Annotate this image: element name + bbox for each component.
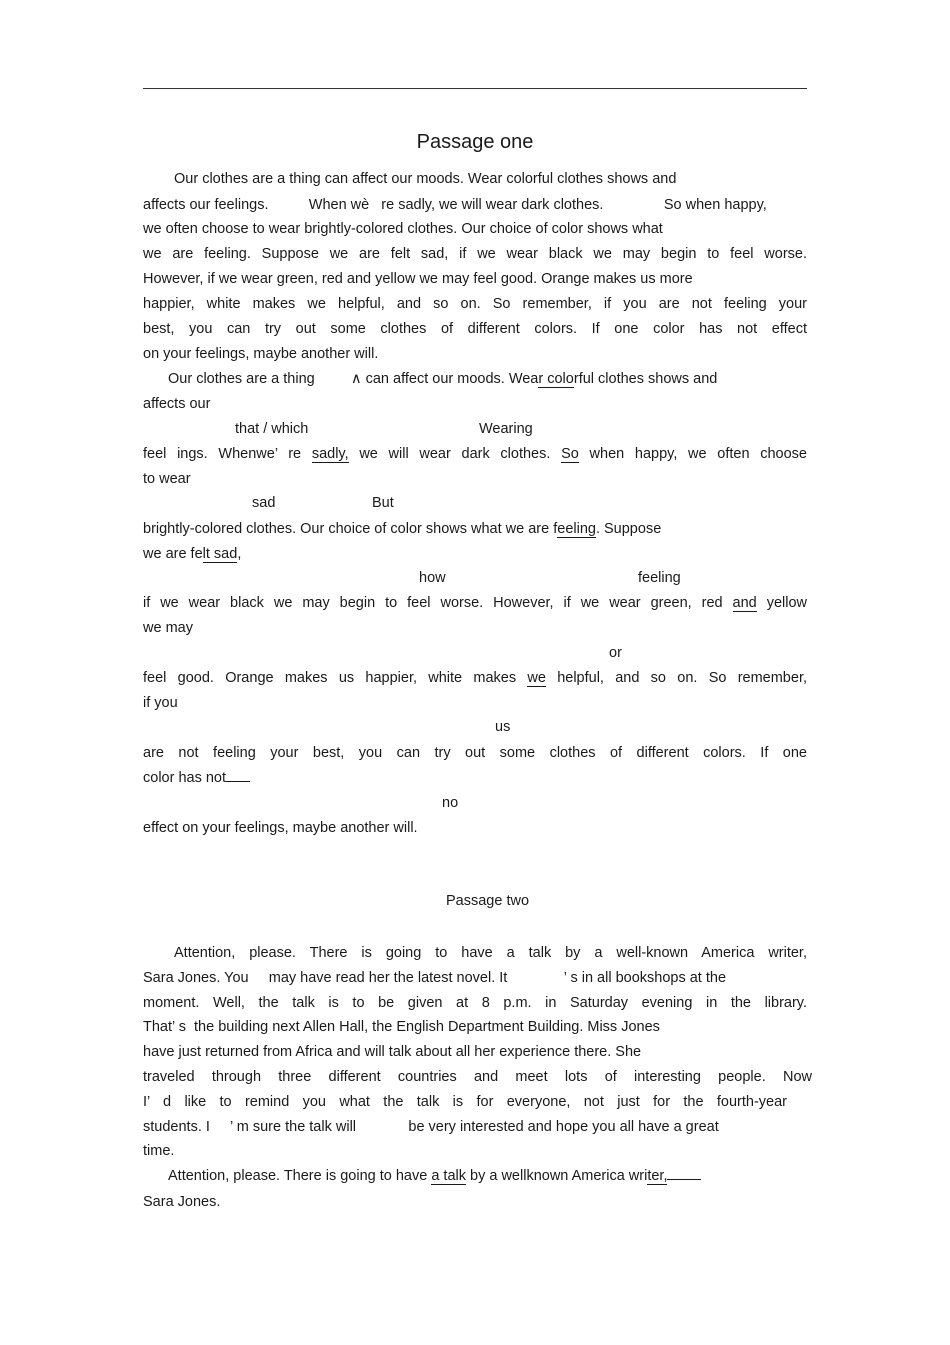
text: Attention, please. There is going to have [168, 1168, 432, 1184]
p2-line-3: moment. Well, the talk is to be given at 8 p.m. in Saturday evening in the library. [143, 995, 807, 1011]
p1-corrected-line-5 [143, 520, 807, 538]
correction-note: Wearing [479, 421, 533, 437]
underlined-text: eeling [557, 521, 596, 537]
text: . Suppose [595, 521, 662, 537]
correction-note: how [419, 570, 446, 586]
underlined-text: we [527, 670, 546, 686]
p1-corrected-line-1 [143, 370, 807, 388]
text: helpful, and so on. So remember, [545, 670, 807, 686]
text: color has not [143, 770, 227, 786]
correction-note: us [495, 719, 511, 735]
text: we will wear dark clothes. [348, 446, 562, 462]
p1-corrected-line-2: affects our [143, 396, 211, 412]
correction-note: that / which [235, 421, 309, 437]
insertion-caret: ∧ [350, 371, 362, 387]
p1-corrected-line-6 [143, 545, 807, 563]
p1-corrected-line-13: effect on your feelings, maybe another will. [143, 820, 418, 836]
p1-line-8: on your feelings, maybe another will. [143, 346, 379, 362]
underlined-text: So [561, 446, 579, 462]
answer-blank [226, 769, 250, 782]
text: we [256, 446, 275, 462]
p1-corrected-line-10: if you [143, 695, 178, 711]
p1-line-2: affects our feelings. When wè re sadly, we will wear dark clothes. So when happy, [143, 197, 767, 213]
text: we are fe [143, 546, 203, 562]
p1-corrected-line-9 [143, 669, 807, 687]
underlined-text: a talk [431, 1168, 466, 1184]
p2-line-5: have just returned from Africa and will talk about all her experience there. She [143, 1044, 642, 1060]
underlined-text: lt sad [202, 546, 238, 562]
text: Our clothes are a thing [168, 371, 319, 387]
p1-corrected-line-8: we may [143, 620, 193, 636]
p1-corrected-line-12 [143, 769, 807, 787]
p1-line-6: happier, white makes we helpful, and so on. So remember, if you are not feeling your [143, 296, 807, 312]
underlined-text: sadly, [311, 446, 349, 462]
passage-one-title: Passage one [416, 131, 534, 153]
underlined-text: r colo [538, 371, 574, 387]
p1-corrected-line-4: to wear [143, 471, 191, 487]
text: ’ re [274, 446, 312, 462]
underlined-text: ter, [647, 1168, 668, 1184]
correction-note: But [372, 495, 394, 511]
answer-blank [667, 1167, 701, 1180]
text: when happy, we often choose [578, 446, 807, 462]
header-rule [143, 88, 807, 89]
text: brightly-colored clothes. Our choice of color shows what we are f [143, 521, 558, 537]
text: feel good. Orange makes us happier, white makes [143, 670, 528, 686]
p2-line-4: That’ s the building next Allen Hall, the English Department Building. Miss Jones [143, 1019, 660, 1035]
text: , [237, 546, 242, 562]
underlined-text: and [732, 595, 757, 611]
text: if we wear black we may begin to feel worse. However, if we wear green, red [143, 595, 733, 611]
text: yellow [756, 595, 807, 611]
p2-line-9: time. [143, 1143, 175, 1159]
p1-line-4: we are feeling. Suppose we are felt sad, if we wear black we may begin to feel worse. [143, 246, 807, 262]
p2-line-6: traveled through three different countries and meet lots of interesting people. Now [143, 1069, 812, 1085]
text: rful clothes shows and [573, 371, 718, 387]
correction-note: feeling [638, 570, 681, 586]
text: by a wellknown America wri [466, 1168, 648, 1184]
p1-line-5: However, if we wear green, red and yellow we may feel good. Orange makes us more [143, 271, 693, 287]
p2-corrected-line-1 [143, 1167, 807, 1185]
p2-line-8: students. I ’ m sure the talk will be very interested and hope you all have a great [143, 1119, 719, 1135]
p2-line-7: I’ d like to remind you what the talk is for everyone, not just for the fourth-year [143, 1094, 787, 1110]
p2-line-1: Attention, please. There is going to have a talk by a well-known America writer, [174, 945, 807, 961]
correction-note: sad [252, 495, 276, 511]
p2-corrected-line-2: Sara Jones. [143, 1194, 221, 1210]
p2-line-2: Sara Jones. You may have read her the latest novel. It ’ s in all bookshops at the [143, 970, 727, 986]
p1-corrected-line-3 [143, 445, 807, 463]
p1-corrected-line-7 [143, 594, 807, 612]
p1-corrected-line-11: are not feeling your best, you can try out some clothes of different colors. If one [143, 745, 807, 761]
correction-note: no [442, 795, 459, 811]
p1-line-7: best, you can try out some clothes of different colors. If one color has not effect [143, 321, 807, 337]
correction-note: or [609, 645, 622, 661]
text: feel ings. When [143, 446, 257, 462]
p1-line-1: Our clothes are a thing can affect our moods. Wear colorful clothes shows and [174, 171, 677, 187]
text: can affect our moods. Wea [361, 371, 539, 387]
p1-line-3: we often choose to wear brightly-colored clothes. Our choice of color shows what [143, 221, 663, 237]
passage-two-title: Passage two [445, 893, 530, 909]
